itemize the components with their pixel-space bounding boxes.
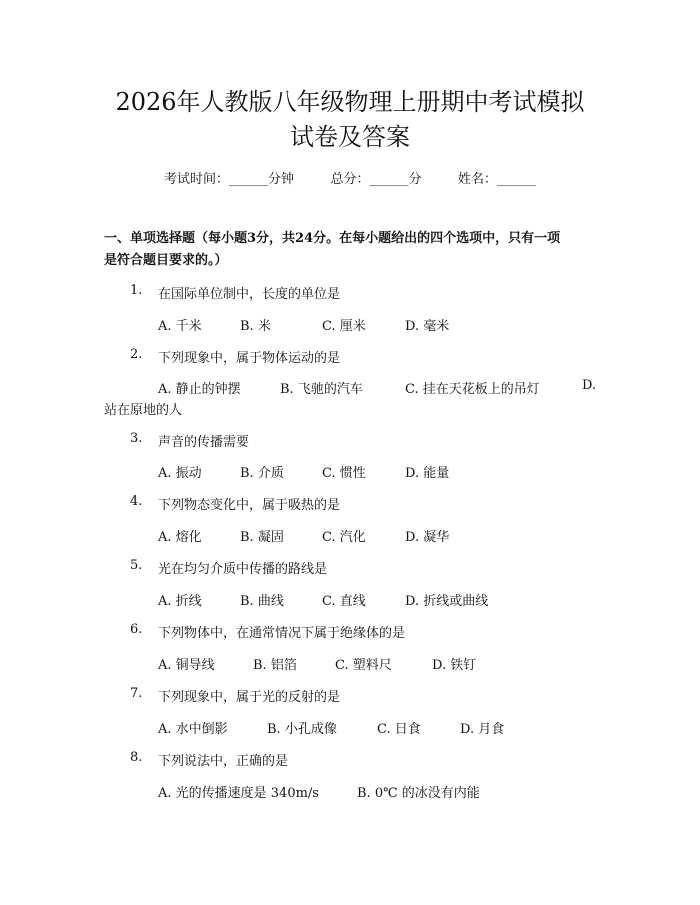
question-number: 3. xyxy=(130,431,143,446)
question-text: 声音的传播需要 xyxy=(158,435,250,450)
option-d: D. 折线或曲线 xyxy=(405,594,489,609)
option-d: D. 月食 xyxy=(460,722,505,737)
option-c: C. 挂在天花板上的吊灯 xyxy=(405,382,540,397)
section-heading-line2: 是符合题目要求的。） xyxy=(104,253,228,268)
option-b: B. 曲线 xyxy=(240,594,284,609)
option-c: C. 直线 xyxy=(322,594,366,609)
question-text: 下列现象中，属于物体运动的是 xyxy=(158,351,341,366)
option-b: B. 铝箔 xyxy=(253,658,297,673)
option-d: D. 毫米 xyxy=(405,319,450,334)
question-number: 8. xyxy=(130,750,143,765)
question-number: 4. xyxy=(130,494,143,509)
doc-title-line2: 试卷及答案 xyxy=(290,123,410,151)
question-number: 5. xyxy=(130,558,143,573)
option-d-wrap: 站在原地的人 xyxy=(104,403,183,418)
student-name-field: 姓名：______ xyxy=(458,172,537,187)
option-b: B. 小孔成像 xyxy=(267,722,337,737)
option-b: B. 凝固 xyxy=(240,530,284,545)
question-text: 下列说法中，正确的是 xyxy=(158,754,289,769)
option-b: B. 飞驰的汽车 xyxy=(280,382,363,397)
option-d: D. 能量 xyxy=(405,466,450,481)
option-c: C. 汽化 xyxy=(322,530,366,545)
question-number: 7. xyxy=(130,686,143,701)
option-c: C. 厘米 xyxy=(322,319,366,334)
section-heading xyxy=(104,228,604,272)
option-a: A. 熔化 xyxy=(158,530,202,545)
exam-time-field: 考试时间：______分钟 xyxy=(163,172,294,187)
option-a: A. 振动 xyxy=(158,466,202,481)
question-number: 2. xyxy=(130,347,143,362)
doc-title-line1: 2026年人教版八年级物理上册期中考试模拟 xyxy=(115,88,585,116)
question-text: 下列物体中，在通常情况下属于绝缘体的是 xyxy=(158,626,406,641)
option-a: A. 千米 xyxy=(158,319,202,334)
option-a: A. 水中倒影 xyxy=(158,722,228,737)
question-text: 光在均匀介质中传播的路线是 xyxy=(158,562,328,577)
option-b: B. 0℃ 的冰没有内能 xyxy=(357,786,480,801)
option-b: B. 米 xyxy=(240,319,271,334)
question-text: 在国际单位制中，长度的单位是 xyxy=(158,287,341,302)
option-d: D. xyxy=(582,378,597,393)
option-c: C. 惯性 xyxy=(322,466,366,481)
exam-info-line xyxy=(0,168,700,187)
option-d: D. 铁钉 xyxy=(432,658,477,673)
option-c: C. 日食 xyxy=(377,722,421,737)
option-a: A. 静止的钟摆 xyxy=(158,382,241,397)
total-score-field: 总分：______分 xyxy=(330,172,422,187)
option-a: A. 折线 xyxy=(158,594,202,609)
section-heading-line1: 一、单项选择题（每小题3分，共24分。在每小题给出的四个选项中，只有一项 xyxy=(104,231,561,246)
option-a: A. 光的传播速度是 340m/s xyxy=(158,786,319,801)
question-text: 下列物态变化中，属于吸热的是 xyxy=(158,498,341,513)
question-number: 1. xyxy=(130,283,143,298)
option-c: C. 塑料尺 xyxy=(335,658,392,673)
option-d: D. 凝华 xyxy=(405,530,450,545)
option-a: A. 铜导线 xyxy=(158,658,215,673)
option-b: B. 介质 xyxy=(240,466,284,481)
question-number: 6. xyxy=(130,622,143,637)
question-text: 下列现象中，属于光的反射的是 xyxy=(158,690,341,705)
